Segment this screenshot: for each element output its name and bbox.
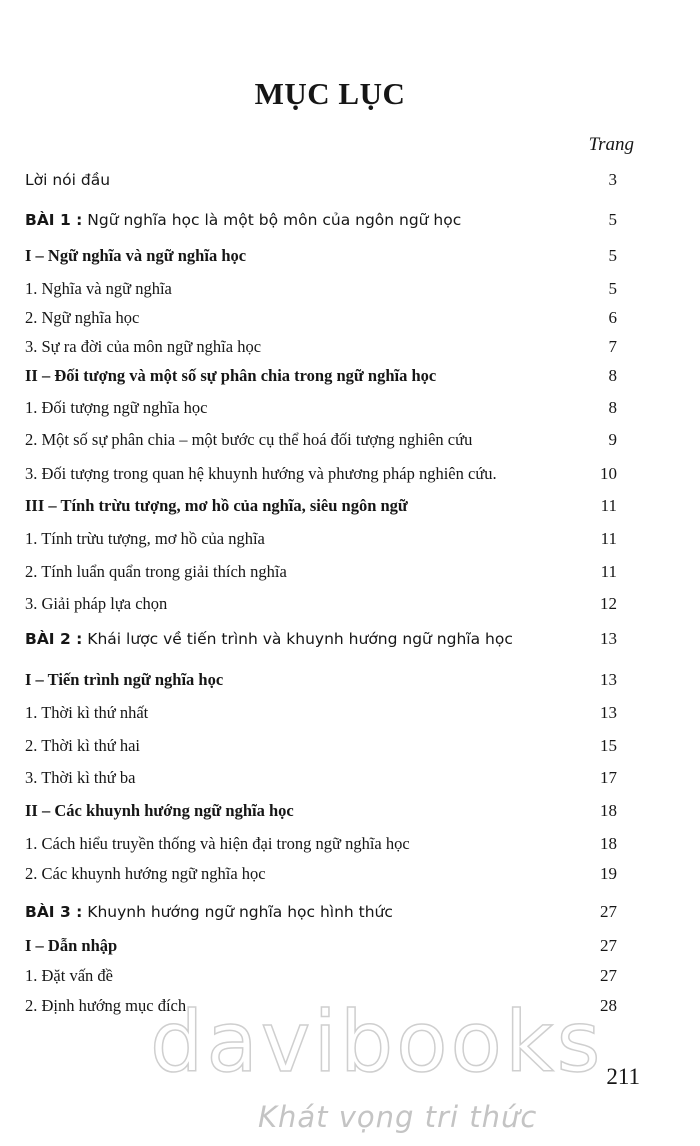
toc-entry-text: 2. Định hướng mục đích — [25, 996, 187, 1015]
toc-page-number: 28 — [600, 996, 617, 1015]
toc-entry-text: 3. Giải pháp lựa chọn — [25, 594, 168, 613]
toc-page-number: 17 — [600, 768, 617, 787]
page-title: MỤC LỤC — [254, 76, 406, 111]
toc-entry-text: 3. Đối tượng trong quan hệ khuynh hướng và phương pháp nghiên cứu. — [25, 464, 497, 483]
toc-row — [25, 629, 617, 649]
toc-entry-text: I – Dẫn nhập — [25, 936, 118, 955]
toc-page-number: 8 — [608, 398, 617, 417]
toc-entry-text: Khuynh hướng ngữ nghĩa học hình thức — [82, 903, 393, 921]
watermark-tagline: Khát vọng tri thức — [258, 1100, 538, 1134]
toc-page-number: 18 — [600, 801, 617, 820]
toc-row — [25, 801, 617, 821]
toc-entry — [25, 630, 513, 648]
toc-entry — [25, 562, 287, 582]
toc-row — [25, 366, 617, 386]
toc-entry — [25, 171, 110, 189]
toc-page-number: 27 — [600, 966, 617, 985]
toc-row — [25, 210, 617, 230]
toc-page-number: 13 — [600, 670, 617, 689]
toc-row — [25, 902, 617, 922]
toc-entry-text: 3. Thời kì thứ ba — [25, 768, 136, 787]
toc-page-number: 10 — [600, 464, 617, 483]
toc-page-number: 12 — [600, 594, 617, 613]
toc-entry — [25, 308, 139, 328]
toc-row — [25, 834, 617, 854]
toc-entry — [25, 834, 410, 854]
toc-entry — [25, 594, 167, 614]
toc-entry-text: I – Ngữ nghĩa và ngữ nghĩa học — [25, 246, 247, 265]
toc-entry-text: 1. Cách hiểu truyền thống và hiện đại trong ngữ nghĩa học — [25, 834, 410, 853]
toc-entry — [25, 279, 172, 299]
toc-entry-text: III – Tính trừu tượng, mơ hồ của nghĩa, siêu ngôn ngữ — [25, 496, 408, 515]
toc-page-number: 5 — [608, 279, 617, 298]
toc-entry-text: 2. Thời kì thứ hai — [25, 736, 140, 755]
watermark-logo: davibooks — [150, 993, 604, 1091]
toc-entry-text: 1. Đối tượng ngữ nghĩa học — [25, 398, 208, 417]
toc-entry — [25, 496, 408, 516]
toc-entry — [25, 966, 113, 986]
toc-row — [25, 966, 617, 986]
toc-row — [25, 594, 617, 614]
toc-entry — [25, 903, 393, 921]
toc-entry — [25, 703, 148, 723]
toc-row — [25, 308, 617, 328]
toc-entry-text: 1. Nghĩa và ngữ nghĩa — [25, 279, 172, 298]
toc-entry-text: II – Đối tượng và một số sự phân chia trong ngữ nghĩa học — [25, 366, 437, 385]
toc-entry — [25, 936, 117, 956]
toc-page-number: 9 — [608, 430, 617, 449]
toc-page-number: 11 — [600, 529, 617, 548]
toc-entry-text: Ngữ nghĩa học là một bộ môn của ngôn ngữ học — [82, 211, 462, 229]
toc-page-number: 13 — [600, 703, 617, 722]
toc-entry-text: 1. Thời kì thứ nhất — [25, 703, 149, 722]
toc-row — [25, 703, 617, 723]
toc-page-number: 8 — [608, 366, 617, 385]
toc-entry — [25, 464, 497, 484]
toc-entry — [25, 864, 266, 884]
toc-row — [25, 496, 617, 516]
toc-page-number: 5 — [608, 210, 617, 229]
toc-page-number: 15 — [600, 736, 617, 755]
toc-row — [25, 864, 617, 884]
toc-entry — [25, 529, 265, 549]
lesson-tag: BÀI 3 : — [25, 903, 83, 921]
lesson-tag: BÀI 1 : — [25, 211, 83, 229]
toc-entry — [25, 768, 135, 788]
toc-entry-text: 1. Tính trừu tượng, mơ hồ của nghĩa — [25, 529, 265, 548]
toc-row — [25, 936, 617, 956]
toc-entry — [25, 801, 294, 821]
toc-row — [25, 562, 617, 582]
toc-entry-text: 3. Sự ra đời của môn ngữ nghĩa học — [25, 337, 262, 356]
toc-row — [25, 768, 617, 788]
toc-entry-text: 2. Ngữ nghĩa học — [25, 308, 140, 327]
toc-entry — [25, 366, 436, 386]
toc-entry-text: Lời nói đầu — [25, 171, 111, 189]
toc-row — [25, 170, 617, 190]
toc-entry-text: 1. Đặt vấn đề — [25, 966, 113, 985]
toc-page-number: 19 — [600, 864, 617, 883]
toc-page-number: 3 — [608, 170, 617, 189]
watermark — [150, 993, 604, 1140]
toc-page-number: 11 — [600, 496, 617, 515]
toc-page-number: 11 — [600, 562, 617, 581]
toc-row — [25, 736, 617, 756]
toc-row — [25, 529, 617, 549]
toc-row — [25, 670, 617, 690]
toc-row — [25, 464, 617, 484]
toc-entry — [25, 736, 140, 756]
toc-entry-text: II – Các khuynh hướng ngữ nghĩa học — [25, 801, 294, 820]
toc-page-number: 13 — [600, 629, 617, 648]
page-number: 211 — [606, 1064, 640, 1089]
toc-entry-text: Khái lược về tiến trình và khuynh hướng ngữ nghĩa học — [82, 630, 513, 648]
toc-row — [25, 337, 617, 357]
toc-entry-text: 2. Các khuynh hướng ngữ nghĩa học — [25, 864, 266, 883]
toc-row — [25, 246, 617, 266]
toc-entry — [25, 670, 223, 690]
toc-entry — [25, 337, 261, 357]
lesson-tag: BÀI 2 : — [25, 630, 83, 648]
toc-page-number: 5 — [608, 246, 617, 265]
toc-entry — [25, 398, 207, 418]
toc-page-number: 7 — [608, 337, 617, 356]
toc-page-number: 27 — [600, 902, 617, 921]
toc-entry-text: 2. Một số sự phân chia – một bước cụ thể hoá đối tượng nghiên cứu — [25, 430, 473, 449]
toc-entry — [25, 430, 472, 450]
toc-entry — [25, 246, 246, 266]
toc-row — [25, 279, 617, 299]
toc-row — [25, 430, 617, 450]
page-column-label: Trang — [588, 134, 634, 155]
toc-page-number: 18 — [600, 834, 617, 853]
toc-row — [25, 398, 617, 418]
toc-page-number: 6 — [608, 308, 617, 327]
toc-entry-text: I – Tiến trình ngữ nghĩa học — [25, 670, 224, 689]
toc-entry — [25, 211, 461, 229]
toc-page-number: 27 — [600, 936, 617, 955]
toc-entry-text: 2. Tính luẩn quẩn trong giải thích nghĩa — [25, 562, 287, 581]
